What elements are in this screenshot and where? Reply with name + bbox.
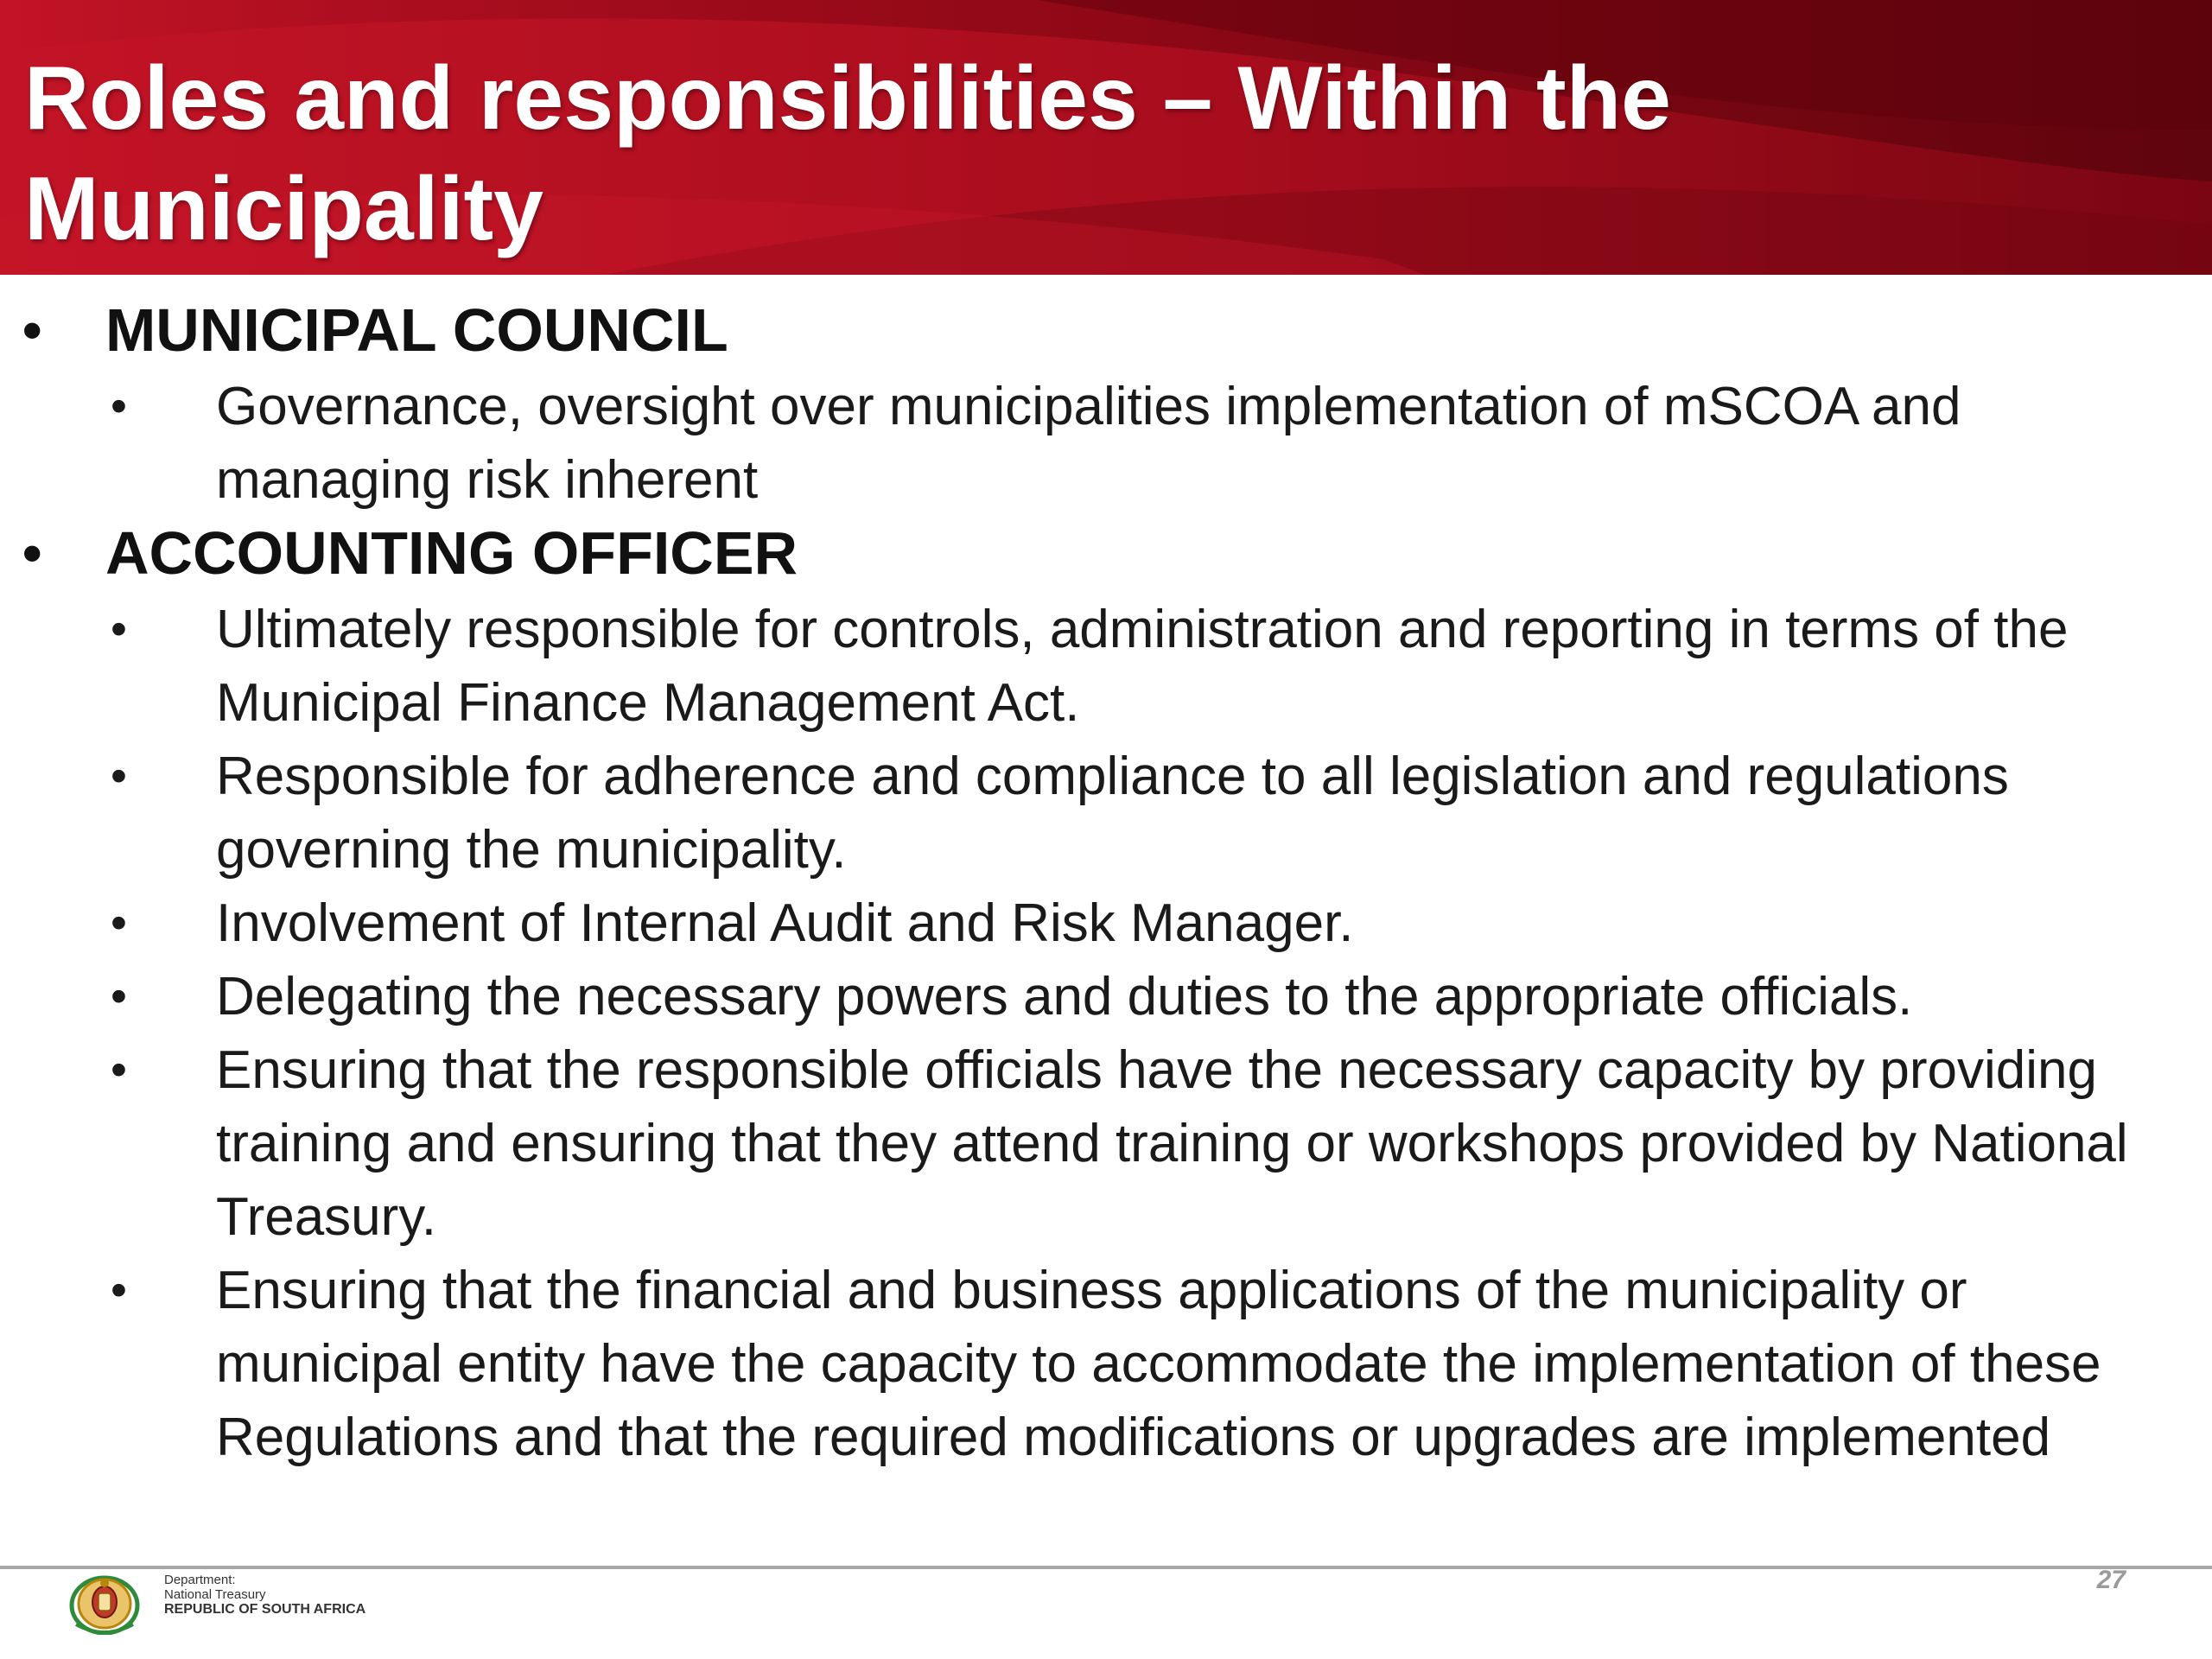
bullet-icon: • (111, 1264, 127, 1316)
dept-line-2: National Treasury (164, 1587, 266, 1602)
department-label (164, 1573, 365, 1617)
list-item-text: Ultimately responsible for controls, administration and reporting in terms of the Municipal Finance Management Act. (216, 600, 2069, 733)
slide-title (24, 43, 2012, 264)
section-heading-text: MUNICIPAL COUNCIL (105, 296, 728, 364)
bullet-icon: • (111, 970, 127, 1022)
list-item (0, 1033, 2212, 1254)
list-item (0, 593, 2212, 740)
bullet-icon: • (111, 897, 127, 949)
list-item (0, 887, 2212, 960)
coat-of-arms-icon (67, 1571, 142, 1635)
list-item (0, 960, 2212, 1033)
dept-line-1: Department: (164, 1573, 236, 1587)
bullet-icon: • (111, 750, 127, 802)
title-banner (0, 0, 2212, 275)
list-item-text: Governance, oversight over municipalities implementation of mSCOA and managing risk inherent (216, 377, 1961, 510)
bullet-icon: • (22, 522, 42, 584)
section-heading-accounting-officer (0, 517, 2212, 589)
bullet-icon: • (111, 603, 127, 655)
list-item-text: Ensuring that the responsible officials have the necessary capacity by providing training and ensuring that they attend training or workshops provided by National Treasury. (216, 1040, 2128, 1247)
list-item-text: Responsible for adherence and compliance to all legislation and regulations governing the municipality. (216, 747, 2009, 880)
list-item-text: Ensuring that the financial and business applications of the municipality or municipal entity have the capacity to accommodate the implementation of these Regulations and that the required modifications or upgrades are implemented (216, 1261, 2101, 1467)
slide-body (0, 275, 2212, 1562)
list-item-text: Delegating the necessary powers and duties to the appropriate officials. (216, 967, 1913, 1027)
footer (0, 1566, 2212, 1659)
bullet-icon: • (111, 1044, 127, 1096)
list-item-text: Involvement of Internal Audit and Risk Manager. (216, 893, 1354, 953)
bullet-icon: • (111, 380, 127, 432)
list-item (0, 370, 2212, 517)
title-line-1: Roles and responsibilities – Within the (24, 48, 1672, 149)
page-number: 27 (2096, 1566, 2126, 1594)
dept-line-3: REPUBLIC OF SOUTH AFRICA (164, 1602, 366, 1617)
title-line-2: Municipality (24, 159, 543, 259)
section-heading-municipal-council (0, 294, 2212, 366)
list-item (0, 740, 2212, 887)
list-item (0, 1254, 2212, 1474)
section-heading-text: ACCOUNTING OFFICER (105, 519, 798, 587)
bullet-icon: • (22, 299, 42, 361)
